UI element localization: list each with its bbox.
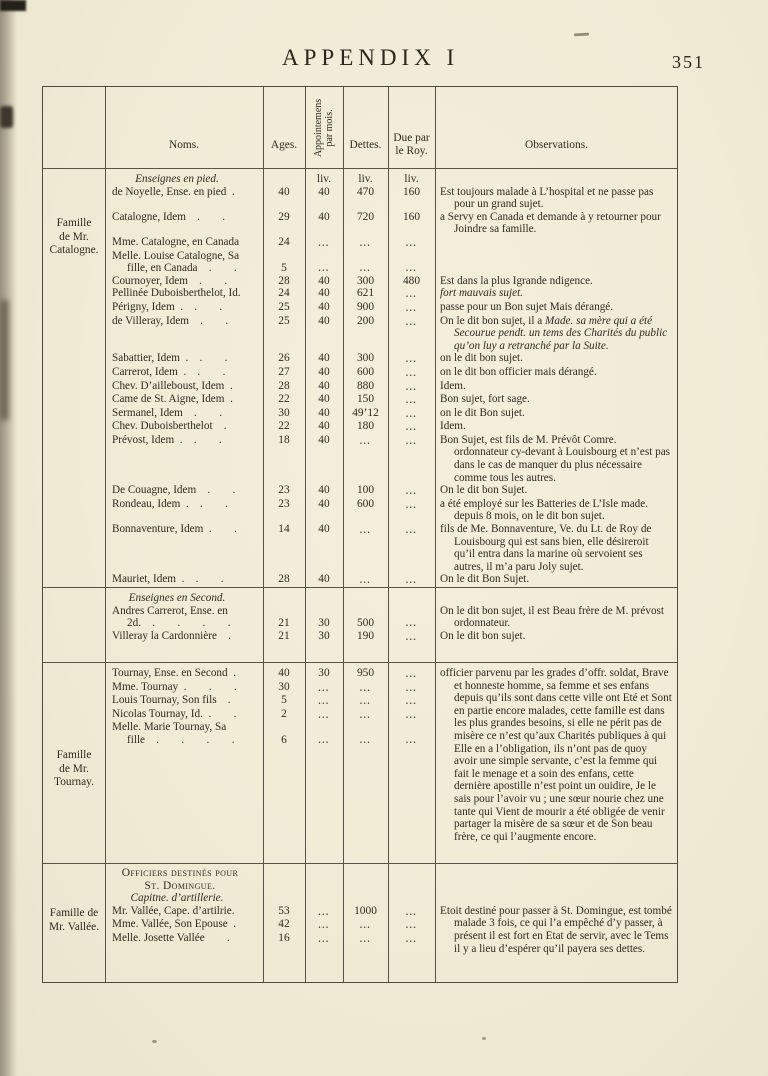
name-line: Sermanel, Idem . . xyxy=(112,406,222,419)
age-cell: 14 xyxy=(278,523,290,536)
observation-cell xyxy=(435,352,677,366)
name-cell xyxy=(105,211,263,236)
age-cell: 5 xyxy=(281,262,287,275)
observation-cell xyxy=(435,393,677,407)
age-cell: 25 xyxy=(278,314,290,327)
name-cell xyxy=(105,275,263,288)
name-cell xyxy=(105,573,263,587)
observation-text: on le dit Bon sujet. xyxy=(440,406,525,419)
observation-cell xyxy=(435,630,677,644)
name-cell xyxy=(105,932,263,946)
name-line: Melle. Marie Tournay, Sa xyxy=(112,721,227,734)
observation-text: Est toujours malade à L’hospital et ne passe pas pour un grand sujet. xyxy=(440,185,654,211)
due-cell: ... xyxy=(405,669,418,679)
table-header xyxy=(43,87,677,169)
appointments-cell: 40 xyxy=(318,352,330,365)
observation-cell xyxy=(435,605,677,630)
name-line: Catalogne, Idem . . xyxy=(112,210,226,223)
observation-text: On le dit bon sujet, il est Beau frère de M. prévost ordonnateur. xyxy=(440,604,665,630)
debts-cell: ... xyxy=(359,709,372,720)
due-cell: ... xyxy=(405,933,418,944)
due-cell: ... xyxy=(405,367,418,378)
observation-text: passe pour un Bon sujet Mais dérangé. xyxy=(440,300,614,313)
name-cell xyxy=(105,523,263,573)
appointments-cell: ... xyxy=(318,709,330,720)
observation-cell xyxy=(435,275,677,288)
appointments-cell: 40 xyxy=(318,523,330,536)
name-line: Melle. Louise Catalogne, Sa xyxy=(112,249,240,262)
debts-cell: 200 xyxy=(356,314,375,327)
name-cell xyxy=(105,250,263,275)
header-due-line1: Due par xyxy=(393,132,430,144)
age-cell: 25 xyxy=(278,300,290,313)
due-cell: 160 xyxy=(402,210,421,223)
name-cell xyxy=(105,380,263,394)
name-cell xyxy=(105,407,263,421)
observation-cell xyxy=(435,287,677,301)
family-label xyxy=(43,667,105,863)
age-cell: 24 xyxy=(278,235,290,248)
due-cell: ... xyxy=(405,381,418,392)
name-line: Mme. Tournay . . . xyxy=(112,680,237,693)
age-cell: 30 xyxy=(278,406,290,419)
observation-cell xyxy=(435,211,677,236)
due-cell: ... xyxy=(405,395,418,406)
due-cell: ... xyxy=(405,906,418,917)
name-line-2: 2d. . . . . xyxy=(127,617,231,630)
header-observations: Observations. xyxy=(525,139,588,151)
name-cell xyxy=(105,484,263,498)
appointments-cell: 40 xyxy=(318,185,330,198)
observation-text: a Servy en Canada et demande à y retourner pour Joindre sa famille. xyxy=(440,210,661,236)
appointments-cell: 40 xyxy=(318,484,330,497)
appointments-cell: 40 xyxy=(318,406,330,419)
debts-cell: liv. xyxy=(358,173,373,185)
observation-text: Etoit destiné pour passer à St. Domingue, est tombé malade 3 fois, ce qui l’a empêché d’y passer, à présent il est fort en Etat de servir, avec le Tems il y a lieu d’espérer qu’il payera ses dettes. xyxy=(440,904,672,955)
age-cell: 40 xyxy=(278,185,290,198)
name-line: Officiers destinés pour xyxy=(121,867,239,879)
age-cell: 26 xyxy=(278,352,290,365)
name-cell xyxy=(105,867,263,892)
name-cell xyxy=(105,592,263,605)
observation-text: Est dans la plus Igrande ndigence. xyxy=(440,274,593,287)
name-line: Enseignes en pied. xyxy=(135,173,219,185)
due-cell: ... xyxy=(405,486,418,497)
age-cell: 24 xyxy=(278,287,290,300)
debts-cell: 150 xyxy=(356,393,375,406)
debts-cell: 600 xyxy=(356,365,375,378)
name-line: Melle. Josette Vallée . xyxy=(112,931,230,944)
appointments-cell: 40 xyxy=(318,210,330,223)
name-line: Tournay, Ense. en Second . xyxy=(112,667,237,679)
due-cell: ... xyxy=(405,316,418,327)
appointments-cell: ... xyxy=(318,263,330,274)
name-line: Prévost, Idem . . . xyxy=(112,433,222,446)
debts-cell: 900 xyxy=(356,300,375,313)
observation-text: Idem. xyxy=(440,420,466,433)
name-cell xyxy=(105,393,263,407)
debts-cell: ... xyxy=(359,696,372,707)
name-cell xyxy=(105,630,263,644)
observation-cell xyxy=(435,434,677,484)
page-corner-shadow xyxy=(0,0,26,11)
header-due-line2: le Roy. xyxy=(395,144,428,157)
name-line: Andres Carrerot, Ense. en xyxy=(112,604,228,617)
age-cell: 21 xyxy=(278,617,290,630)
observation-cell xyxy=(435,315,677,353)
age-cell: 22 xyxy=(278,420,290,433)
observation-cell xyxy=(435,905,677,986)
due-cell: ... xyxy=(405,354,418,365)
due-cell: ... xyxy=(405,499,418,510)
observation-cell xyxy=(435,573,677,587)
appointments-cell: ... xyxy=(318,920,330,931)
observation-text: On le dit bon sujet. xyxy=(440,629,526,642)
name-line: Came de St. Aigne, Idem . xyxy=(112,393,233,406)
due-cell: ... xyxy=(405,237,418,248)
debts-cell: 880 xyxy=(356,379,375,392)
binding-shadow-soft xyxy=(0,300,8,420)
debts-cell: ... xyxy=(359,734,372,745)
age-cell: 28 xyxy=(278,379,290,392)
appointments-cell: 30 xyxy=(318,617,330,630)
name-line: Mr. Vallée, Cape. d’artilrie. xyxy=(112,904,235,917)
name-line: Sabattier, Idem . . . xyxy=(112,352,228,365)
family-label-line: Tournay. xyxy=(54,776,94,788)
debts-cell: ... xyxy=(359,933,372,944)
age-cell: 5 xyxy=(281,694,287,707)
debts-cell: 500 xyxy=(356,617,375,630)
name-cell xyxy=(105,498,263,523)
due-cell: 160 xyxy=(402,185,421,198)
debts-cell: 300 xyxy=(356,274,375,287)
appointments-cell: 40 xyxy=(318,420,330,433)
appointments-cell: 40 xyxy=(318,274,330,287)
debts-cell: 720 xyxy=(356,210,375,223)
debts-cell: ... xyxy=(359,525,372,536)
observation-cell xyxy=(435,186,677,211)
age-cell: 21 xyxy=(278,629,290,642)
name-cell xyxy=(105,315,263,353)
appointments-cell: 40 xyxy=(318,379,330,392)
appointments-cell: 40 xyxy=(318,365,330,378)
name-cell xyxy=(105,301,263,315)
name-line: Chev. Duboisberthelot . xyxy=(112,420,227,433)
age-cell: 27 xyxy=(278,365,290,378)
observation-text: Bon Sujet, est fils de M. Prévôt Comre. ordonnateur cy-devant à Louisbourg et n’est pas dans le cas de manquer du plus nécessaire comme tous les autres. xyxy=(440,433,671,484)
observation-text: Idem. xyxy=(440,379,466,392)
family-label-line: Catalogne. xyxy=(49,244,99,256)
name-cell xyxy=(105,186,263,207)
header-ages: Ages. xyxy=(270,139,298,151)
appointments-cell: ... xyxy=(318,682,330,693)
name-cell xyxy=(105,905,263,919)
header-dettes: Dettes. xyxy=(349,139,382,151)
table-section xyxy=(43,588,677,663)
observation-text: On le dit bon Sujet. xyxy=(440,484,528,497)
name-cell xyxy=(105,694,263,708)
due-cell: ... xyxy=(405,682,418,693)
debts-cell: 100 xyxy=(356,484,375,497)
appointments-cell: liv. xyxy=(316,173,332,185)
appointments-cell: ... xyxy=(318,237,330,248)
table-body xyxy=(43,169,677,986)
name-line: Enseignes en Second. xyxy=(128,592,226,604)
binding-shadow-blob xyxy=(0,106,13,128)
appendix-table xyxy=(42,86,678,983)
due-cell: ... xyxy=(405,302,418,313)
name-line: Nicolas Tournay, Id. . . xyxy=(112,707,237,720)
due-cell: ... xyxy=(405,575,418,586)
family-label xyxy=(43,867,105,986)
age-cell: 6 xyxy=(281,733,287,746)
due-cell: ... xyxy=(405,734,418,745)
family-label-line: Famille xyxy=(56,749,92,761)
name-cell xyxy=(105,681,263,695)
debts-cell: ... xyxy=(359,682,372,693)
observation-text: a été employé sur les Batteries de L’Isle made. depuis 8 mois, on le dit bon sujet. xyxy=(440,497,649,523)
name-cell xyxy=(105,173,263,186)
family-label-line: Famille de xyxy=(49,907,99,919)
debts-cell: 470 xyxy=(356,185,375,198)
observation-cell xyxy=(435,667,677,863)
name-line: Mme. Vallée, Son Epouse . xyxy=(112,918,237,931)
name-line: de Noyelle, Ense. en pied . xyxy=(112,185,235,198)
age-cell: 28 xyxy=(278,573,290,586)
due-cell: ... xyxy=(405,696,418,707)
appointments-cell: 40 xyxy=(318,314,330,327)
appointments-cell: 30 xyxy=(318,667,330,679)
name-line: Capitne. d’artillerie. xyxy=(130,892,224,905)
age-cell: 23 xyxy=(278,497,290,510)
family-label-line: de Mr. xyxy=(59,762,89,775)
header-appointements-line1: Appointemens xyxy=(313,98,324,158)
family-label-line: de Mr. xyxy=(59,230,89,243)
due-cell: 480 xyxy=(402,274,421,287)
print-speck xyxy=(482,1037,486,1040)
age-cell: 29 xyxy=(278,210,290,223)
due-cell: ... xyxy=(405,435,418,446)
appointments-cell: 30 xyxy=(318,629,330,642)
appointments-cell: ... xyxy=(318,696,330,707)
family-label xyxy=(43,173,105,587)
header-due-par-le-roy xyxy=(388,132,435,157)
observation-cell xyxy=(435,420,677,434)
age-cell: 42 xyxy=(278,918,290,931)
debts-cell: 180 xyxy=(356,420,375,433)
name-line: Pellinée Duboisberthelot, Id. xyxy=(112,287,241,300)
name-cell xyxy=(105,708,263,722)
due-cell: ... xyxy=(405,525,418,536)
name-line: de Villeray, Idem . . xyxy=(112,314,229,327)
due-cell: ... xyxy=(405,920,418,931)
page-number: 351 xyxy=(672,52,705,72)
appointments-cell: ... xyxy=(318,933,330,944)
appointments-cell: 40 xyxy=(318,573,330,586)
observation-cell xyxy=(435,407,677,421)
observation-text: Made. sa mère qui a été Secourue pendt. un tems des Charités du public qu’on luy a retranché par la Suite. xyxy=(454,314,668,352)
name-line: Mauriet, Idem . . . xyxy=(112,573,224,586)
debts-cell: ... xyxy=(359,575,372,586)
header-appointements xyxy=(305,87,343,169)
appointments-cell: 40 xyxy=(318,497,330,510)
name-cell xyxy=(105,918,263,932)
age-cell: 16 xyxy=(278,931,290,944)
name-line: Mme. Catalogne, en Canada xyxy=(112,235,240,248)
name-cell xyxy=(105,892,263,905)
observation-cell xyxy=(435,523,677,573)
observation-text: Bon sujet, fort sage. xyxy=(440,393,530,406)
name-line-2: fille . . . . xyxy=(127,733,235,746)
family-label-line: Famille xyxy=(56,217,92,229)
due-cell: ... xyxy=(405,709,418,720)
debts-cell: 621 xyxy=(356,287,375,300)
debts-cell: 950 xyxy=(356,667,375,679)
debts-cell: 300 xyxy=(356,352,375,365)
due-cell: ... xyxy=(405,289,418,300)
observation-text: on le dit bon sujet. xyxy=(440,352,523,365)
observation-cell xyxy=(435,498,677,523)
name-cell xyxy=(105,605,263,630)
due-cell: ... xyxy=(405,631,418,642)
family-label-line: Mr. Vallée. xyxy=(48,920,100,933)
appointments-cell: 40 xyxy=(318,300,330,313)
age-cell: 22 xyxy=(278,393,290,406)
book-binding-edge xyxy=(0,0,17,1076)
appointments-cell: ... xyxy=(318,734,330,745)
name-cell xyxy=(105,236,263,250)
observation-text: on le dit bon officier mais dérangé. xyxy=(440,365,597,378)
name-line: Carrerot, Idem . . . xyxy=(112,365,226,378)
debts-cell: ... xyxy=(359,237,372,248)
observation-text: fort mauvais sujet. xyxy=(440,287,523,300)
age-cell: 30 xyxy=(278,680,290,693)
age-cell: 53 xyxy=(278,904,290,917)
due-cell: liv. xyxy=(404,173,419,185)
debts-cell: ... xyxy=(359,263,372,274)
name-cell xyxy=(105,434,263,472)
appointments-cell: ... xyxy=(318,906,330,917)
age-cell: 40 xyxy=(278,667,290,679)
name-cell xyxy=(105,287,263,301)
name-line-2: fille, en Canada . . xyxy=(127,262,237,275)
appointments-cell: 40 xyxy=(318,393,330,406)
observation-text: On le dit Bon Sujet. xyxy=(440,573,530,586)
name-line: Cournoyer, Idem . . xyxy=(112,274,228,287)
page-title: APPENDIX I xyxy=(282,45,460,70)
name-line: Périgny, Idem . . . xyxy=(112,300,223,313)
appointments-cell: 40 xyxy=(318,433,330,446)
observation-text: fils de Me. Bonnaventure, Ve. du Lt. de Roy de Louisbourg qui est sans bien, elle désireroit qu’il entra dans la marine où servoient ses autres, il m’a paru Joly sujet. xyxy=(440,523,652,573)
observation-text: officier parvenu par les grades d’offr. soldat, Brave et honneste homme, sa femme et ses enfans depuis qu’ils sont dans cette ville ont Eté et Sont en partie encore malades, cette famille est dans les plus grandes besoins, si elle ne périt pas de misère ce n’est qu’aux Charités publiques à qui Elle en a l’obligation, ils n’ont pas de quoy avoir une simple servante, c’est la femme qui fait le menage et a soin des enfans, cette dernière apostille n’est point un ouidire, Je le sais pour l’avoir vu ; une sœur nourie chez une tante qui Vient de mourir a été obligée de venir partager la misère de sa sœur et de Son beau frère, ce qui l’augmente encore. xyxy=(440,667,672,843)
observation-cell xyxy=(435,380,677,394)
debts-cell: 600 xyxy=(356,497,375,510)
due-cell: ... xyxy=(405,263,418,274)
due-cell: ... xyxy=(405,618,418,629)
age-cell: 2 xyxy=(281,707,287,720)
name-line-2: St. Domingue. xyxy=(144,879,216,892)
name-line: Bonnaventure, Idem . . xyxy=(112,523,237,536)
name-cell xyxy=(105,366,263,380)
name-cell xyxy=(105,352,263,366)
observation-cell xyxy=(435,484,677,498)
observation-cell xyxy=(435,301,677,315)
table-section xyxy=(43,864,677,986)
due-cell: ... xyxy=(405,422,418,433)
observation-cell xyxy=(435,366,677,380)
debts-cell: ... xyxy=(359,920,372,931)
name-line: De Couagne, Idem . . xyxy=(112,484,236,497)
header-noms: Noms. xyxy=(168,139,200,151)
name-cell xyxy=(105,721,263,746)
age-cell: 28 xyxy=(278,274,290,287)
debts-cell: 190 xyxy=(356,629,375,642)
table-section xyxy=(43,169,677,588)
age-cell: 18 xyxy=(278,433,290,446)
appointments-cell: 40 xyxy=(318,287,330,300)
debts-cell: 49’12 xyxy=(352,406,379,419)
name-cell xyxy=(105,420,263,434)
header-appointements-line2: par mois. xyxy=(324,109,335,147)
due-cell: ... xyxy=(405,408,418,419)
age-cell: 23 xyxy=(278,484,290,497)
name-line: Chev. D’ailleboust, Idem . xyxy=(112,379,233,392)
name-line: Louis Tournay, Son fils . xyxy=(112,694,231,707)
print-speck xyxy=(152,1040,157,1043)
name-cell xyxy=(105,667,263,681)
name-line: Rondeau, Idem . . . xyxy=(112,497,228,510)
table-section xyxy=(43,663,677,864)
name-line: Villeray la Cardonnière . xyxy=(112,629,231,642)
debts-cell: 1000 xyxy=(354,904,377,917)
observation-text: On le dit bon sujet, il a xyxy=(440,314,546,327)
debts-cell: ... xyxy=(359,435,372,446)
